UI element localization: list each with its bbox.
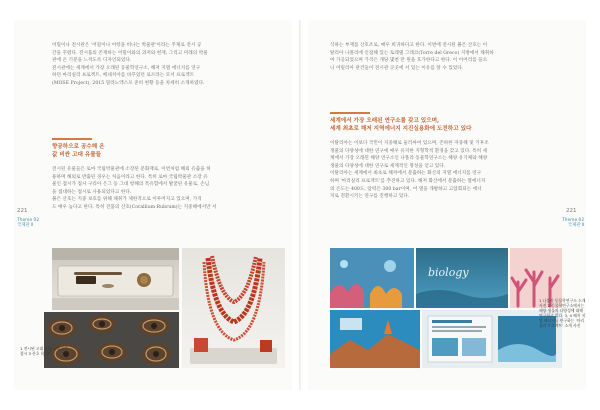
coral-reef-illustration <box>330 248 414 308</box>
caption-line: 열 에너지를 연구하는 '마리 <box>539 318 585 323</box>
caption-line: 실리 프로젝트' 소개 사진 <box>539 323 581 328</box>
left-paragraph-2 <box>52 166 278 212</box>
text-line: 지로 전환시키는 연구를 진행하고 있다. <box>330 194 410 200</box>
heading-line: 향공하으로 공수해 온 <box>52 144 105 150</box>
text-line: 여 가공되었으며 가격은 개당 몇천 만 원을 호가한다고 한다. 이 어어리를 들으 <box>330 58 488 64</box>
heading-bar <box>330 112 370 114</box>
heading-line: 값 비싼 고대 유물들 <box>52 152 102 158</box>
text-line: 이탈리아는 이보다 국민이 지중해로 둘러싸여 있으며, 존하한 자중해 및 기후조 <box>330 141 489 146</box>
text-line: 물인 접시가 접시 구리아 은그 등 그대 항해의 특유함에서 발굴된 유물로, 손님 <box>52 182 210 188</box>
theme-subtitle: 국제관 Ⅱ <box>17 223 34 229</box>
caption-line: 1 나폴리 동물학연구소 소개 <box>539 298 586 303</box>
caption-line: 1 전시된 고대 유물 2 불고기 <box>20 346 68 351</box>
text-line: 하며 '마리실리 프로젝트'를 추진하고 있다. 해저 화산에서 분출하는 열에너지 <box>330 178 486 184</box>
theme-title: Theme 02 <box>562 218 585 223</box>
text-line: 식하는 부재를 산호조로, 매우 희귀하다고 한다. 이번에 전시된 붉은 산호는 이 <box>330 43 488 48</box>
text-line: 계에서 가장 오래된 해양 연구소인 나폴리 동물학연구소는 해양 유기체와 해양 <box>330 156 488 162</box>
text-line: 이탈리아는 세계에서 최초로 해저에서 분출하는 화산의 지열 에너지를 연구 <box>330 171 482 177</box>
text-line: 어릴이나 전시관은 '어릴이나 어항을 비나는 박물관'이라는 주제로 전시 공 <box>52 43 202 48</box>
text-line: 생물의 다양성에 대한 연구에 매우 유지한 지형학적 환경을 갖고 있다. 특히 세 <box>330 148 488 154</box>
text-line: 탈리아 나폴리에 인접해 있는 토레델 그레코(Torre del Greco) 지방에서 채취하 <box>330 50 494 56</box>
page-number: 221 <box>17 208 28 214</box>
text-line: 전시관에는 세계에서 가장 오래된 동물학연구소, 해저 지열 에너지를 연구 <box>52 65 201 71</box>
left-paragraph-1 <box>52 42 278 88</box>
book-gutter <box>299 20 301 390</box>
theme-label <box>17 218 39 229</box>
theme-label <box>562 218 584 229</box>
text-line: (MOSE Project), 2015 밀라노엑스포 준비 현황 등을 차세히 소개하였다. <box>52 80 205 86</box>
coral-necklace-photo <box>182 248 285 368</box>
text-line: 생물의 다양성에 대한 연구로 세계적인 명성을 얻고 있다. <box>330 163 446 169</box>
ancient-artifacts-photo <box>52 248 179 310</box>
right-paragraph-2 <box>330 140 562 201</box>
text-line: 용하며 해외로 반출된 경우는 처음이라고 한다. 특히 로마 국립박물관 소장 유 <box>52 174 208 180</box>
necklace-illustration <box>182 248 285 368</box>
theme-title: Theme 02 <box>17 218 40 223</box>
text-line: 관에 온 기분을 느끼도록 디자인되었다. <box>52 58 132 64</box>
painted-bowls-photo <box>44 312 179 368</box>
biology-title-photo <box>416 248 508 308</box>
wave-decoration <box>416 248 508 308</box>
text-line: 간을 꾸렸다. 전시품의 존재하는 어릴이와의 과저와 현재, 그리고 미래의 박물 <box>52 50 208 56</box>
left-section-heading <box>52 138 192 159</box>
page-number: 221 <box>566 208 577 214</box>
research-diagram-photo <box>330 310 420 368</box>
text-line: 의 온도는 400도, 압력은 300 bar이며, 이 열을 개발하고 고압회되는 에너 <box>330 186 482 192</box>
heading-line: 세계에서 가장 오래된 연구소를 갖고 있으며, <box>330 118 440 124</box>
caption-line: 해양 생물의 다양성에 대해 <box>539 308 583 313</box>
right-paragraph-1 <box>330 42 562 72</box>
undersea-diagram <box>330 310 420 368</box>
theme-subtitle: 국제관 Ⅱ <box>567 223 585 229</box>
text-line: 하던 마리실리 프로젝트, 베네치아를 바꾸었던 로르라는 모서 프로젝트 <box>52 73 195 79</box>
text-line: 도 매우 높다고 한다. 특히 진품의 산호(Corallium Rubrum)는 지중해에서만 서 <box>52 204 217 210</box>
text-line: 니 어릴리아 관건들이 전시관 곳곳에 서 있는 이유를 알 수 있었다. <box>330 65 464 71</box>
heading-bar <box>52 138 92 140</box>
biology-banner-text: biology <box>428 266 469 279</box>
heading-line: 세계 최초로 해저 지역에너지 지진실용화에 도전하고 있다 <box>330 126 472 132</box>
right-page <box>308 20 586 390</box>
right-section-heading <box>330 112 560 133</box>
biology-banner-photo <box>330 248 414 308</box>
caption-line: 사진 2 동물학연구소에서는 <box>539 303 585 308</box>
artifacts-illustration <box>52 248 179 310</box>
text-line: 붉은 산호는 지중 보호를 위해 채취가 제한적으로 이루어지고 있으며, 가격 <box>52 197 202 203</box>
text-line: 을 접대하는 접시로 사용되었다고 한다. <box>52 189 132 195</box>
caption-line: 연구하고 있다. 3, 4 해저 지 <box>539 313 586 318</box>
bowls-illustration <box>44 312 179 368</box>
left-page <box>14 20 292 390</box>
right-photo-caption <box>539 298 597 328</box>
caption-line: 접시 3 산호 목걸이 <box>20 351 52 356</box>
text-line: 전시된 유물들은 로마 국립박물관에 소장된 문화재로, 이번처럼 해외 유출을 허 <box>52 167 211 172</box>
left-photo-caption <box>20 346 80 356</box>
